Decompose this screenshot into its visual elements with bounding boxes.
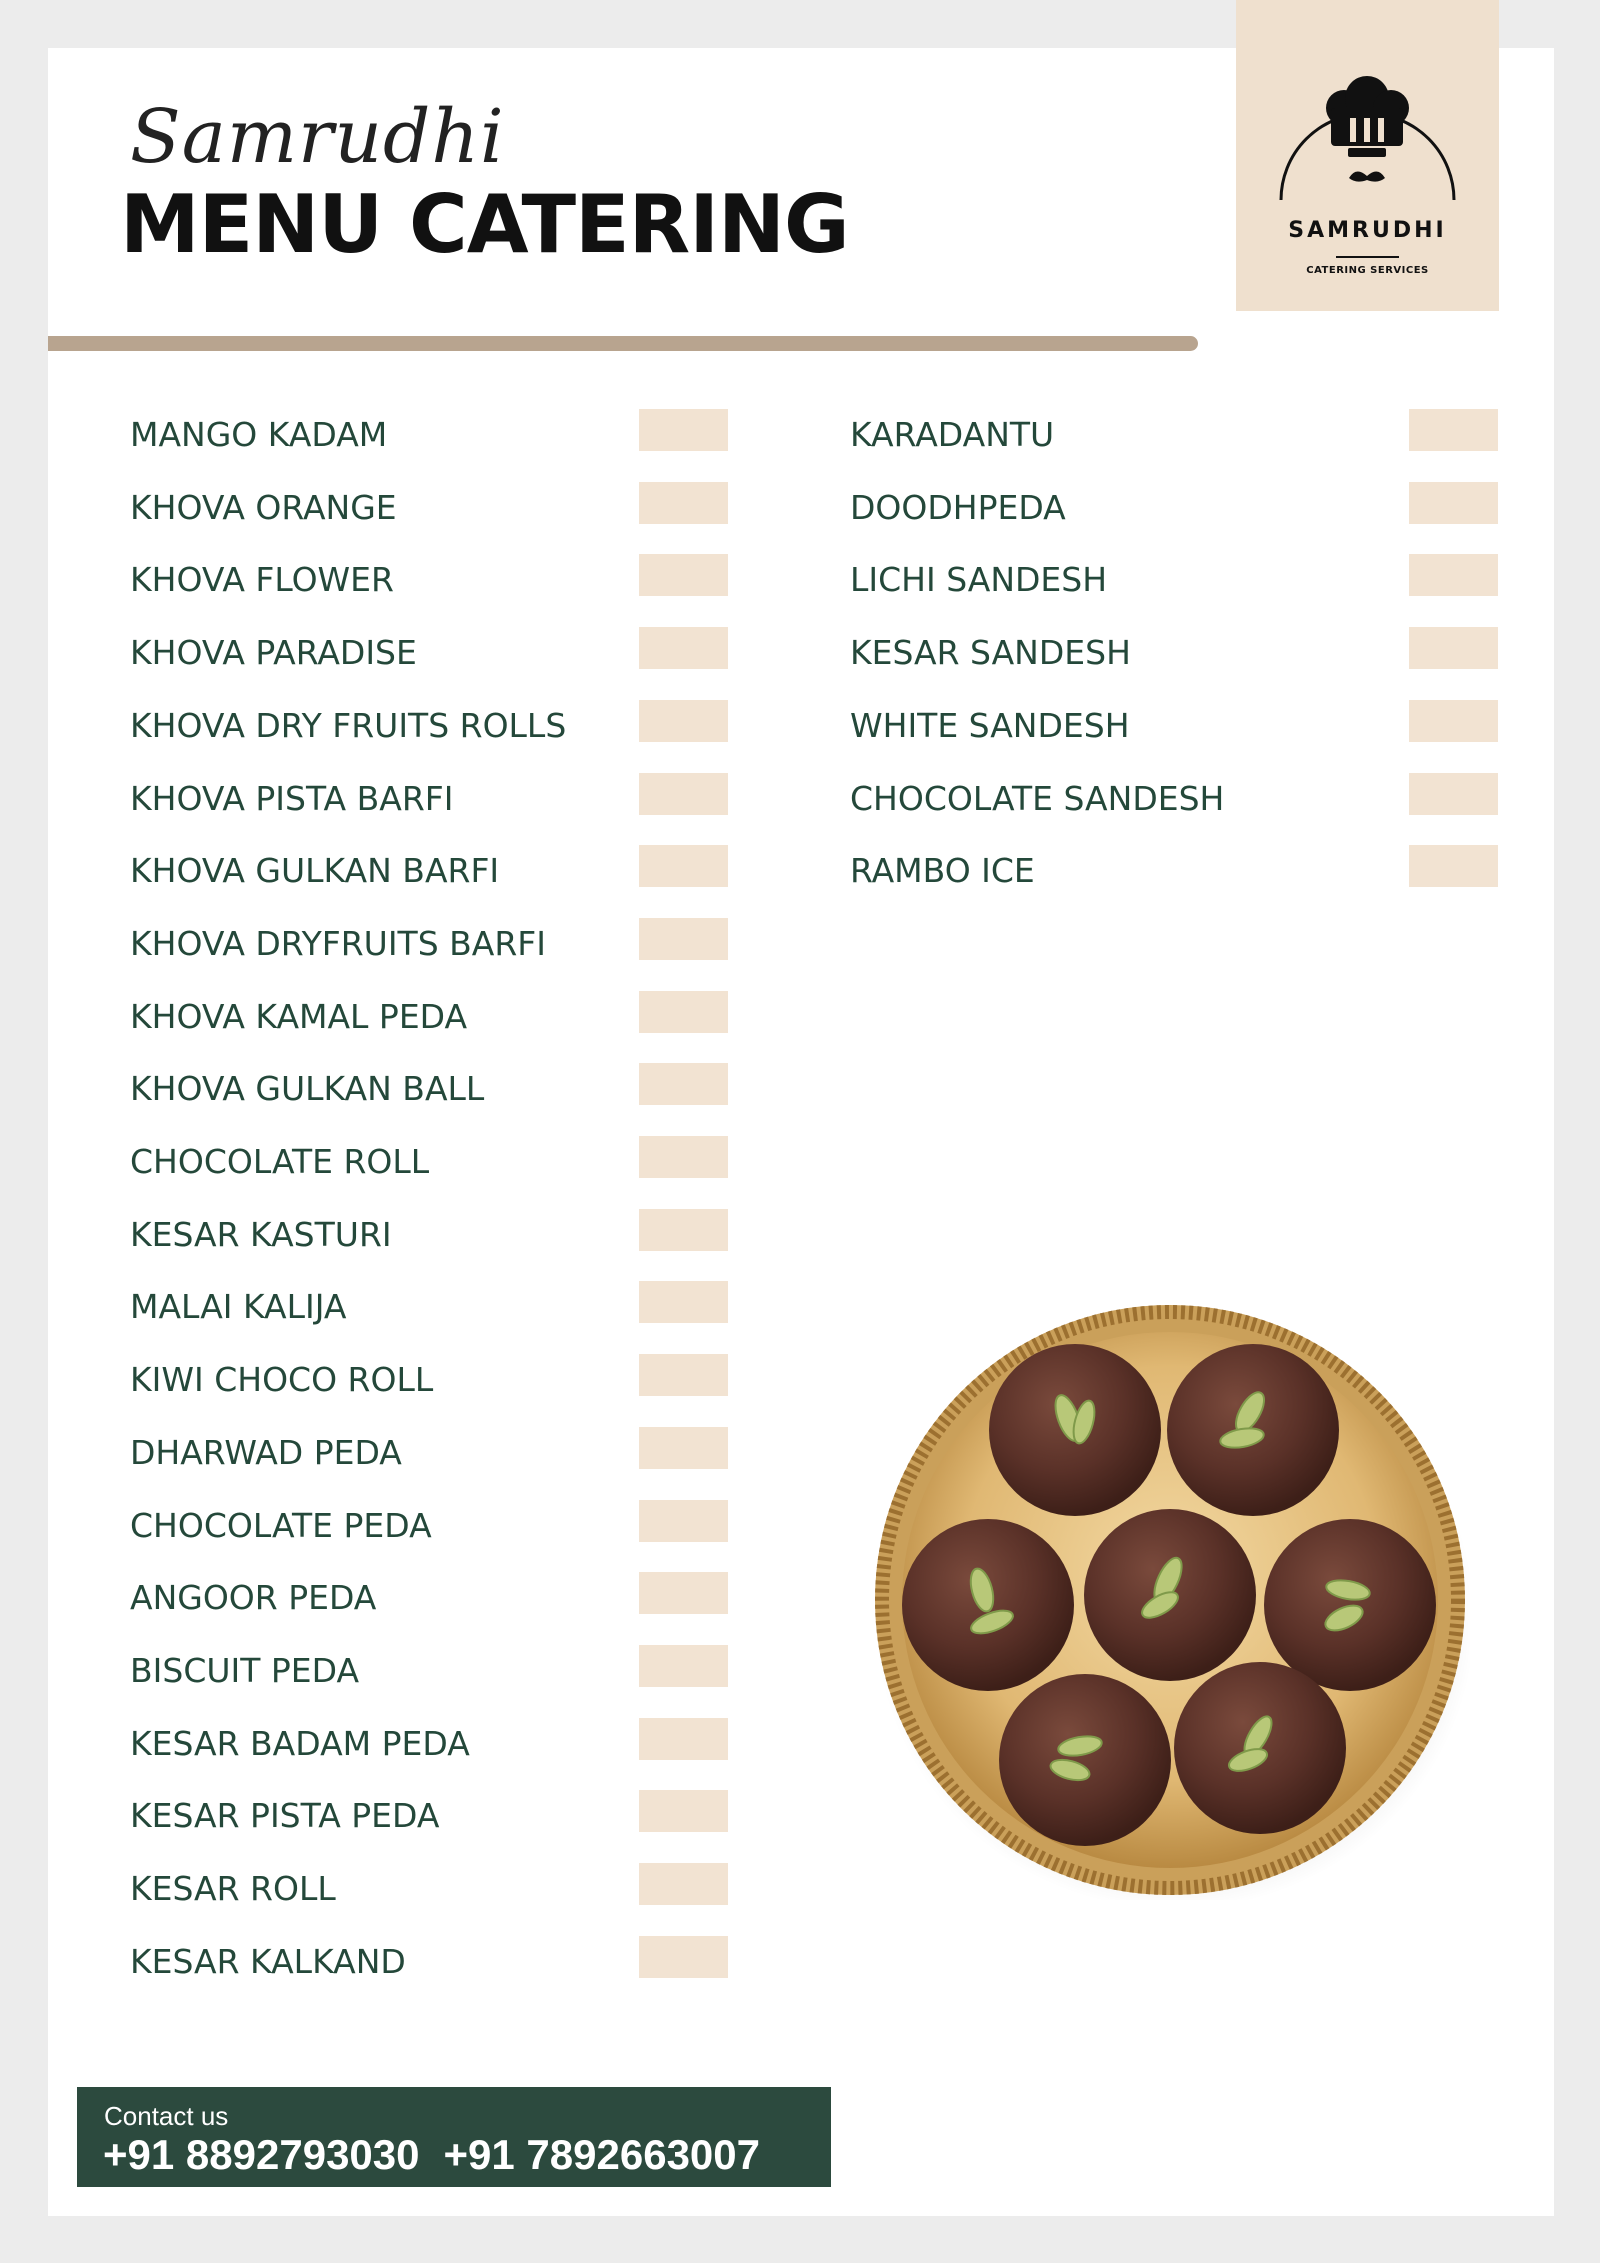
phone-number-2[interactable]: +91 7892663007 [443, 2131, 760, 2178]
menu-item: KESAR ROLL [130, 1869, 336, 1908]
menu-item: WHITE SANDESH [850, 705, 1130, 745]
menu-item: KHOVA KAMAL PEDA [130, 996, 468, 1036]
chocolate-peda-plate-image [870, 1300, 1470, 1900]
menu-item: KESAR KALKAND [130, 1941, 406, 1981]
menu-item-box [639, 1354, 728, 1396]
phone-number-1[interactable]: +91 8892793030 [103, 2131, 420, 2178]
menu-item-box [639, 1281, 728, 1323]
menu-item-box [639, 773, 728, 815]
menu-item-box [639, 700, 728, 742]
menu-item-box [639, 1209, 728, 1251]
menu-item: KHOVA DRYFRUITS BARFI [130, 923, 547, 963]
menu-item: KHOVA FLOWER [130, 560, 394, 600]
menu-item: KHOVA PISTA BARFI [130, 778, 454, 818]
header-divider [48, 336, 1198, 351]
menu-item-box [1409, 773, 1498, 815]
menu-item: KESAR KASTURI [130, 1214, 392, 1254]
menu-item-box [639, 1063, 728, 1105]
contact-bar [77, 2087, 831, 2187]
menu-item-box [1409, 845, 1498, 887]
page-title: MENU CATERING [120, 178, 849, 271]
menu-item: RAMBO ICE [850, 851, 1035, 891]
menu-item: LICHI SANDESH [850, 560, 1108, 600]
menu-item-box [639, 627, 728, 669]
menu-item-box [639, 1863, 728, 1905]
menu-item: BISCUIT PEDA [130, 1650, 360, 1690]
menu-item-box [639, 482, 728, 524]
menu-item-box [639, 1645, 728, 1687]
menu-item-box [639, 409, 728, 451]
menu-item-box [639, 1936, 728, 1978]
menu-item: KHOVA PARADISE [130, 633, 417, 673]
menu-item-box [639, 554, 728, 596]
menu-item: KESAR BADAM PEDA [130, 1723, 470, 1763]
menu-item-box [639, 1500, 728, 1542]
menu-item: KHOVA DRY FRUITS ROLLS [130, 705, 567, 745]
menu-item: KARADANTU [850, 415, 1055, 454]
logo-panel [1236, 0, 1499, 311]
menu-item-box [639, 991, 728, 1033]
menu-item-box [1409, 554, 1498, 596]
menu-item: DHARWAD PEDA [130, 1432, 402, 1472]
menu-item-box [1409, 482, 1498, 524]
menu-item: ANGOOR PEDA [130, 1578, 377, 1618]
menu-item: CHOCOLATE SANDESH [850, 778, 1225, 818]
menu-item-box [1409, 700, 1498, 742]
menu-item-box [639, 1572, 728, 1614]
menu-item: CHOCOLATE ROLL [130, 1142, 430, 1181]
menu-item: MANGO KADAM [130, 415, 388, 454]
menu-item: KHOVA ORANGE [130, 487, 397, 527]
contact-label: Contact us [104, 2101, 229, 2131]
menu-item: KHOVA GULKAN BALL [130, 1069, 485, 1109]
menu-item-box [639, 1790, 728, 1832]
menu-item: KESAR PISTA PEDA [130, 1796, 440, 1836]
menu-item-box [639, 1136, 728, 1178]
contact-phones [103, 2131, 784, 2179]
menu-item: CHOCOLATE PEDA [130, 1505, 432, 1545]
menu-item: KESAR SANDESH [850, 633, 1131, 673]
brand-script-title: Samrudhi [130, 94, 505, 180]
menu-item-box [639, 918, 728, 960]
logo-subtitle: CATERING SERVICES [1306, 265, 1429, 276]
menu-item: DOODHPEDA [850, 487, 1066, 527]
menu-item: KHOVA GULKAN BARFI [130, 851, 500, 891]
menu-item: KIWI CHOCO ROLL [130, 1360, 434, 1400]
menu-item-box [639, 845, 728, 887]
menu-item-box [1409, 627, 1498, 669]
logo-name: SAMRUDHI [1288, 218, 1447, 243]
menu-item-box [1409, 409, 1498, 451]
menu-item: MALAI KALIJA [130, 1287, 347, 1327]
menu-item-box [639, 1427, 728, 1469]
menu-item-box [639, 1718, 728, 1760]
